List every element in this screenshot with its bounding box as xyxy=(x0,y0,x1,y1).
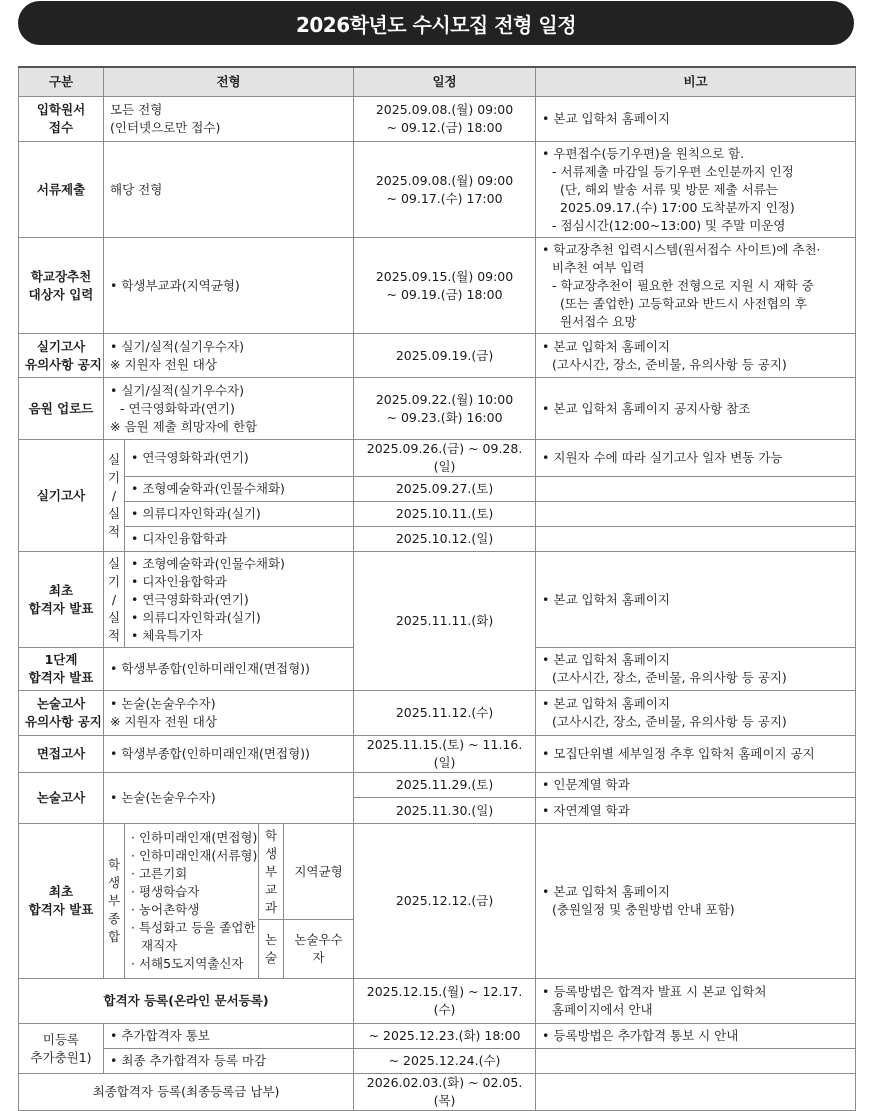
row-note: • 등록방법은 추가합격 통보 시 안내 xyxy=(536,1024,856,1049)
vertical-label: 실 기 / 실 적 xyxy=(104,440,125,552)
header-date: 일정 xyxy=(354,67,536,97)
row-type: 해당 전형 xyxy=(104,142,354,238)
row-type: • 디자인융합학과 xyxy=(125,527,354,552)
row-category: 실기고사 xyxy=(19,440,104,552)
row-note xyxy=(536,527,856,552)
row-note: • 본교 입학처 홈페이지 (고사시간, 장소, 준비물, 유의사항 등 공지) xyxy=(536,691,856,736)
row-note: • 학교장추천 입력시스템(원서접수 사이트)에 추천· 비추천 여부 입력 - 학교장추천이 필요한 전형으로 지원 시 재학 중 (또는 졸업한) 고등학교와 반드시 사전협의 후 원서접수 요망 xyxy=(536,238,856,334)
header-type: 전형 xyxy=(104,67,354,97)
row-date: 2025.09.19.(금) xyxy=(354,334,536,378)
row-note: • 본교 입학처 홈페이지 (고사시간, 장소, 준비물, 유의사항 등 공지) xyxy=(536,334,856,378)
table-row xyxy=(19,334,856,378)
table-row xyxy=(19,773,856,798)
row-type: • 논술(논술우수자) ※ 지원자 전원 대상 xyxy=(104,691,354,736)
row-type: • 학생부종합(인하미래인재(면접형)) xyxy=(104,648,354,691)
row-note: • 모집단위별 세부일정 추후 입학처 홈페이지 공지 xyxy=(536,736,856,773)
table-row xyxy=(19,1074,856,1111)
row-date: ~ 2025.12.24.(수) xyxy=(354,1049,536,1074)
row-category: 최종합격자 등록(최종등록금 납부) xyxy=(19,1074,354,1111)
row-type: • 연극영화학과(연기) xyxy=(125,440,354,477)
table-row xyxy=(19,142,856,238)
row-type: • 논술(논술우수자) xyxy=(104,773,354,824)
row-date: 2025.10.12.(일) xyxy=(354,527,536,552)
row-category: 면접고사 xyxy=(19,736,104,773)
row-date: 2025.09.15.(월) 09:00 ~ 09.19.(금) 18:00 xyxy=(354,238,536,334)
row-category: 실기고사 유의사항 공지 xyxy=(19,334,104,378)
row-category: 논술고사 유의사항 공지 xyxy=(19,691,104,736)
header-note: 비고 xyxy=(536,67,856,97)
row-type: • 학생부종합(인하미래인재(면접형)) xyxy=(104,736,354,773)
row-type: • 추가합격자 통보 xyxy=(104,1024,354,1049)
row-type: • 조형예술학과(인물수채화) xyxy=(125,477,354,502)
row-date: 2025.11.29.(토) xyxy=(354,773,536,798)
row-note xyxy=(536,477,856,502)
row-category: 1단계 합격자 발표 xyxy=(19,648,104,691)
table-row xyxy=(19,502,856,527)
header-category: 구분 xyxy=(19,67,104,97)
row-note: • 우편접수(등기우편)을 원칙으로 함. - 서류제출 마감일 등기우편 소인분까지 인정 (단, 해외 발송 서류 및 방문 제출 서류는 2025.09.17.(수) 17:00 도착분까지 인정) - 점심시간(12:00~13:00) 및 주말 미운영 xyxy=(536,142,856,238)
row-date: 2025.09.08.(월) 09:00 ~ 09.12.(금) 18:00 xyxy=(354,97,536,142)
row-type: • 최종 추가합격자 등록 마감 xyxy=(104,1049,354,1074)
table-row xyxy=(19,1049,856,1074)
table-row xyxy=(19,736,856,773)
table-row xyxy=(19,378,856,440)
sub-type: 논술우수자 xyxy=(284,920,354,979)
row-date: 2026.02.03.(화) ~ 02.05.(목) xyxy=(354,1074,536,1111)
row-category: 음원 업로드 xyxy=(19,378,104,440)
row-category: 서류제출 xyxy=(19,142,104,238)
table-row xyxy=(19,979,856,1024)
row-note xyxy=(536,502,856,527)
row-date: 2025.11.12.(수) xyxy=(354,691,536,736)
table-row xyxy=(19,552,856,648)
row-category: 최초 합격자 발표 xyxy=(19,552,104,648)
table-row xyxy=(19,824,856,920)
page-title: 2026학년도 수시모집 전형 일정 xyxy=(18,1,854,45)
table-row xyxy=(19,477,856,502)
row-date: 2025.09.22.(월) 10:00 ~ 09.23.(화) 16:00 xyxy=(354,378,536,440)
row-type: • 학생부교과(지역균형) xyxy=(104,238,354,334)
row-note: • 등록방법은 합격자 발표 시 본교 입학처 홈페이지에서 안내 xyxy=(536,979,856,1024)
row-date: 2025.09.27.(토) xyxy=(354,477,536,502)
sub-type: 지역균형 xyxy=(284,824,354,920)
row-date: 2025.12.12.(금) xyxy=(354,824,536,979)
row-date: 2025.09.08.(월) 09:00 ~ 09.17.(수) 17:00 xyxy=(354,142,536,238)
row-type: • 의류디자인학과(실기) xyxy=(125,502,354,527)
row-type: 모든 전형 (인터넷으로만 접수) xyxy=(104,97,354,142)
vertical-label: 학 생 부 교 과 xyxy=(259,824,284,920)
row-category: 합격자 등록(온라인 문서등록) xyxy=(19,979,354,1024)
row-note: • 자연계열 학과 xyxy=(536,798,856,824)
row-category: 논술고사 xyxy=(19,773,104,824)
row-date: 2025.11.11.(화) xyxy=(354,552,536,691)
table-row xyxy=(19,238,856,334)
row-date: 2025.12.15.(월) ~ 12.17.(수) xyxy=(354,979,536,1024)
row-note xyxy=(536,1074,856,1111)
program-list: · 인하미래인재(면접형) · 인하미래인재(서류형) · 고른기회 · 평생학습자 · 농어촌학생 · 특성화고 등을 졸업한 재직자 · 서해5도지역출신자 xyxy=(125,824,259,979)
row-note: • 본교 입학처 홈페이지 xyxy=(536,552,856,648)
row-category: 최초 합격자 발표 xyxy=(19,824,104,979)
table-row xyxy=(19,527,856,552)
row-note: • 본교 입학처 홈페이지 공지사항 참조 xyxy=(536,378,856,440)
row-note: • 인문계열 학과 xyxy=(536,773,856,798)
row-category: 미등록 추가충원1) xyxy=(19,1024,104,1074)
table-row xyxy=(19,1024,856,1049)
row-date: 2025.09.26.(금) ~ 09.28.(일) xyxy=(354,440,536,477)
row-date: 2025.10.11.(토) xyxy=(354,502,536,527)
vertical-label: 학 생 부 종 합 xyxy=(104,824,125,979)
row-note: • 지원자 수에 따라 실기고사 일자 변동 가능 xyxy=(536,440,856,477)
table-row xyxy=(19,97,856,142)
vertical-label: 실 기 / 실 적 xyxy=(104,552,125,648)
schedule-table xyxy=(18,66,856,1111)
row-date: ~ 2025.12.23.(화) 18:00 xyxy=(354,1024,536,1049)
row-note: • 본교 입학처 홈페이지 xyxy=(536,97,856,142)
row-type: • 실기/실적(실기우수자) - 연극영화학과(연기) ※ 음원 제출 희망자에 한함 xyxy=(104,378,354,440)
row-category: 입학원서 접수 xyxy=(19,97,104,142)
table-row xyxy=(19,440,856,477)
table-row xyxy=(19,691,856,736)
header-row xyxy=(19,67,856,97)
row-note xyxy=(536,1049,856,1074)
row-date: 2025.11.15.(토) ~ 11.16.(일) xyxy=(354,736,536,773)
row-note: • 본교 입학처 홈페이지 (고사시간, 장소, 준비물, 유의사항 등 공지) xyxy=(536,648,856,691)
row-note: • 본교 입학처 홈페이지 (충원일정 및 충원방법 안내 포함) xyxy=(536,824,856,979)
row-category: 학교장추천 대상자 입력 xyxy=(19,238,104,334)
row-type: • 실기/실적(실기우수자) ※ 지원자 전원 대상 xyxy=(104,334,354,378)
row-date: 2025.11.30.(일) xyxy=(354,798,536,824)
row-type: • 조형예술학과(인물수채화) • 디자인융합학과 • 연극영화학과(연기) • 의류디자인학과(실기) • 체육특기자 xyxy=(125,552,354,648)
vertical-label: 논 술 xyxy=(259,920,284,979)
